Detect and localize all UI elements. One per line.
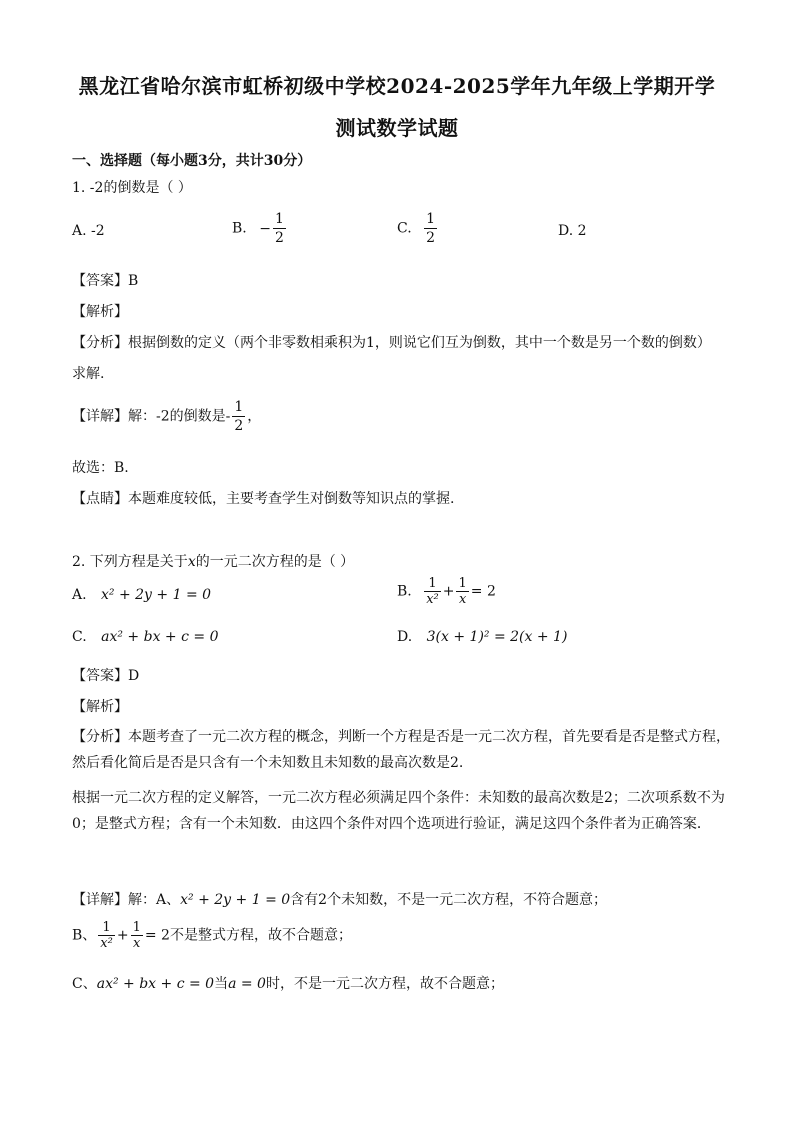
option-label: A.	[72, 587, 87, 603]
fraction-denominator: 2	[234, 418, 244, 434]
fraction-numerator: 1	[234, 399, 244, 415]
answer-value: D	[128, 668, 140, 684]
detail-tag: 【详解】	[72, 892, 128, 908]
equation-rhs: = 2	[470, 583, 496, 600]
question-2-option-c	[72, 629, 218, 645]
question-1-fenxi	[72, 332, 734, 352]
option-label: B.	[397, 583, 412, 600]
fenxi-tag: 【分析】	[72, 729, 128, 745]
detail-text: 解：A、	[128, 892, 181, 908]
equation: ax² + bx + c = 0	[96, 976, 215, 992]
fraction-numerator: 1	[274, 211, 284, 227]
fraction	[424, 576, 441, 607]
question-2-answer	[72, 665, 734, 685]
fraction-numerator: 1	[426, 211, 436, 227]
question-2-detail-a	[72, 889, 734, 909]
dianjing-text: 本题难度较低，主要考查学生对倒数等知识点的掌握.	[128, 491, 455, 507]
fenxi-tag: 【分析】	[72, 335, 128, 351]
equation: ax² + bx + c = 0	[101, 629, 219, 645]
question-2-option-d	[397, 629, 567, 645]
question-1-option-d: D. 2	[558, 223, 587, 239]
question-1-fenxi-cont: 求解.	[72, 366, 105, 382]
detail-punct: ，	[247, 408, 262, 425]
dianjing-tag: 【点睛】	[72, 491, 128, 507]
condition: a = 0	[228, 976, 266, 992]
fraction-denominator: x	[458, 592, 467, 607]
question-2-option-a	[72, 587, 211, 603]
question-2-stem	[72, 551, 734, 571]
question-1-detail	[72, 398, 734, 435]
question-1-option-c	[397, 210, 439, 247]
question-1-choose: 故选：B.	[72, 460, 129, 476]
minus-sign: −	[259, 220, 271, 237]
question-1-option-b	[232, 210, 288, 247]
answer-value: B	[128, 273, 139, 289]
fenxi-text: 本题考查了一元二次方程的概念，判断一个方程是否是一元二次方程，首先要看是否是整式方程，然后看化简后是否是只含有一个未知数且未知数的最高次数是2.	[72, 729, 730, 771]
question-2-paragraph: 根据一元二次方程的定义解答，一元二次方程必须满足四个条件：未知数的最高次数是2；二次项系数不为0；是整式方程；含有一个未知数．由这四个条件对四个选项进行验证，满足这四个条件者为正确答案．	[72, 790, 725, 832]
option-label: B.	[232, 220, 247, 237]
question-2-detail-c	[72, 973, 734, 993]
stem-text-end: 的一元二次方程的是（ ）	[195, 554, 355, 570]
question-1-stem: 1. -2的倒数是（ ）	[72, 180, 192, 196]
option-label: D.	[397, 629, 413, 645]
option-label: C.	[397, 220, 412, 237]
question-1-dianjing	[72, 488, 734, 508]
fraction	[424, 210, 437, 247]
question-1-answer	[72, 270, 734, 290]
fraction	[232, 398, 245, 435]
stem-text: 2. 下列方程是关于	[72, 554, 188, 570]
detail-tag: 【详解】	[72, 408, 128, 425]
answer-tag: 【答案】	[72, 273, 128, 289]
equation-rhs: = 2	[144, 927, 170, 944]
fraction	[98, 920, 115, 951]
fraction	[131, 920, 143, 951]
question-2-detail-b	[72, 920, 734, 951]
question-1-option-a: A. -2	[72, 223, 105, 239]
question-1-analysis-tag: 【解析】	[72, 304, 128, 320]
fraction-denominator: x²	[100, 936, 113, 951]
fraction	[456, 576, 468, 607]
document-title-line2: 测试数学试题	[335, 116, 459, 140]
detail-text: C、	[72, 976, 97, 992]
detail-text: 不是整式方程，故不合题意；	[169, 927, 352, 944]
fraction-numerator: 1	[458, 576, 467, 591]
equation: x² + 2y + 1 = 0	[180, 892, 291, 908]
variable-x: x	[187, 554, 196, 570]
fraction-numerator: 1	[424, 576, 441, 592]
question-2-option-b	[397, 576, 496, 607]
question-2-fenxi	[72, 724, 734, 776]
detail-text: 解：-2的倒数是-	[128, 408, 231, 425]
fraction-numerator: 1	[132, 920, 141, 935]
option-label: C.	[72, 629, 87, 645]
plus-sign: +	[116, 927, 129, 944]
fraction	[273, 210, 286, 247]
fraction-denominator: 2	[426, 230, 436, 246]
plus-sign: +	[442, 583, 455, 600]
fraction-denominator: 2	[274, 230, 284, 246]
equation: x² + 2y + 1 = 0	[101, 587, 212, 603]
document-title-line1: 黑龙江省哈尔滨市虹桥初级中学校2024-2025学年九年级上学期开学	[78, 74, 716, 98]
fraction-numerator: 1	[98, 920, 115, 936]
detail-text: 时，不是一元二次方程，故不合题意；	[265, 976, 504, 992]
equation: 3(x + 1)² = 2(x + 1)	[426, 629, 568, 645]
question-2-analysis-tag: 【解析】	[72, 699, 128, 715]
detail-text: B、	[72, 927, 97, 944]
section-heading: 一、选择题（每小题3分，共计30分）	[72, 153, 312, 169]
fraction-denominator: x²	[426, 592, 439, 607]
answer-tag: 【答案】	[72, 668, 128, 684]
fenxi-text: 根据倒数的定义（两个非零数相乘积为1，则说它们互为倒数，其中一个数是另一个数的倒数）	[128, 335, 711, 351]
detail-text: 当	[214, 976, 229, 992]
fraction-denominator: x	[133, 936, 141, 951]
detail-text: 含有2个未知数，不是一元二次方程，不符合题意；	[290, 892, 608, 908]
